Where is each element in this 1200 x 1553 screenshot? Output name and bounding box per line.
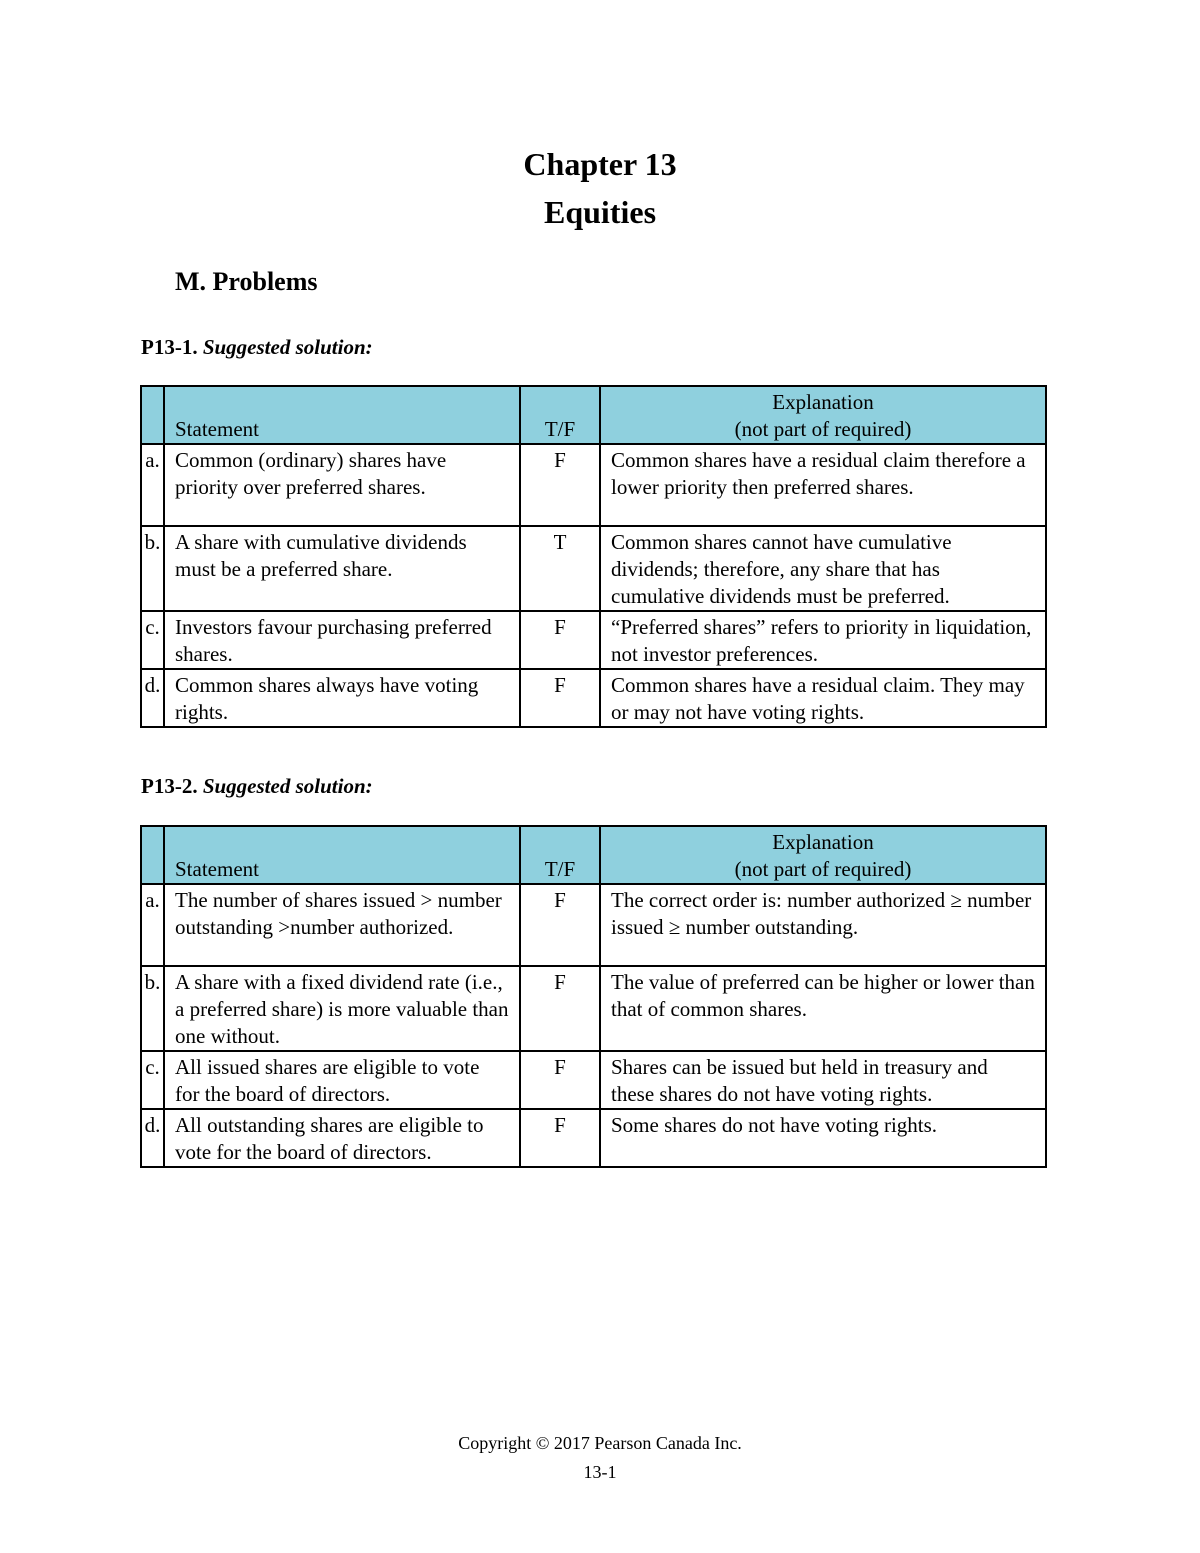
chapter-name: Equities — [543, 194, 657, 230]
header-explanation — [600, 386, 1046, 444]
row-letter: c. — [141, 611, 164, 669]
table-row — [141, 1051, 1046, 1109]
table-row — [141, 884, 1046, 966]
header-explanation — [600, 826, 1046, 884]
row-statement: All issued shares are eligible to vote for the board of directors. — [164, 1051, 520, 1109]
row-explanation: Common shares have a residual claim therefore a lower priority then preferred shares. — [600, 444, 1046, 526]
row-statement: All outstanding shares are eligible to vote for the board of directors. — [164, 1109, 520, 1167]
header-statement: Statement — [164, 386, 520, 444]
table-header-row — [141, 386, 1046, 444]
row-statement: Common shares always have voting rights. — [164, 669, 520, 727]
problem-label: Suggested solution: — [202, 335, 373, 359]
table-row — [141, 966, 1046, 1051]
problem-number: P13-1. — [141, 335, 198, 359]
row-letter: d. — [141, 1109, 164, 1167]
section-heading: M. Problems — [175, 267, 318, 296]
header-tf: T/F — [520, 826, 600, 884]
row-tf: F — [520, 1051, 600, 1109]
header-explanation-title: Explanation — [772, 830, 874, 854]
row-statement: The number of shares issued > number outstanding >number authorized. — [164, 884, 520, 966]
header-explanation-note: (not part of required) — [734, 417, 912, 441]
row-statement: A share with cumulative dividends must be a preferred share. — [164, 526, 520, 611]
table-row — [141, 444, 1046, 526]
row-explanation: Common shares have a residual claim. They may or may not have voting rights. — [600, 669, 1046, 727]
row-explanation: “Preferred shares” refers to priority in liquidation, not investor preferences. — [600, 611, 1046, 669]
row-letter: b. — [141, 526, 164, 611]
solution-table-p13-1 — [140, 385, 1047, 728]
header-explanation-title: Explanation — [772, 390, 874, 414]
footer-copyright: Copyright © 2017 Pearson Canada Inc. — [458, 1433, 742, 1453]
row-letter: d. — [141, 669, 164, 727]
table-row — [141, 526, 1046, 611]
row-tf: T — [520, 526, 600, 611]
header-tf: T/F — [520, 386, 600, 444]
row-statement: Investors favour purchasing preferred shares. — [164, 611, 520, 669]
row-letter: b. — [141, 966, 164, 1051]
row-letter: a. — [141, 444, 164, 526]
row-explanation: The value of preferred can be higher or lower than that of common shares. — [600, 966, 1046, 1051]
chapter-title — [0, 140, 1200, 236]
row-tf: F — [520, 444, 600, 526]
table-row — [141, 611, 1046, 669]
solution-table-p13-2 — [140, 825, 1047, 1168]
row-explanation: Some shares do not have voting rights. — [600, 1109, 1046, 1167]
row-explanation: Common shares cannot have cumulative dividends; therefore, any share that has cumulative dividends must be preferred. — [600, 526, 1046, 611]
header-explanation-note: (not part of required) — [734, 857, 912, 881]
header-letter-cell — [141, 386, 164, 444]
row-explanation: The correct order is: number authorized ≥ number issued ≥ number outstanding. — [600, 884, 1046, 966]
problem-label: Suggested solution: — [202, 774, 373, 798]
row-tf: F — [520, 966, 600, 1051]
row-tf: F — [520, 669, 600, 727]
row-explanation: Shares can be issued but held in treasury and these shares do not have voting rights. — [600, 1051, 1046, 1109]
row-tf: F — [520, 884, 600, 966]
chapter-number: Chapter 13 — [523, 146, 677, 182]
problem-number: P13-2. — [141, 774, 198, 798]
row-statement: Common (ordinary) shares have priority over preferred shares. — [164, 444, 520, 526]
table-row — [141, 1109, 1046, 1167]
row-tf: F — [520, 611, 600, 669]
header-letter-cell — [141, 826, 164, 884]
footer-page-number: 13-1 — [583, 1462, 617, 1482]
row-tf: F — [520, 1109, 600, 1167]
problem-heading-p13-1 — [141, 333, 373, 361]
row-letter: c. — [141, 1051, 164, 1109]
row-statement: A share with a fixed dividend rate (i.e., a preferred share) is more valuable than one without. — [164, 966, 520, 1051]
row-letter: a. — [141, 884, 164, 966]
header-statement: Statement — [164, 826, 520, 884]
table-row — [141, 669, 1046, 727]
table-header-row — [141, 826, 1046, 884]
problem-heading-p13-2 — [141, 772, 373, 800]
